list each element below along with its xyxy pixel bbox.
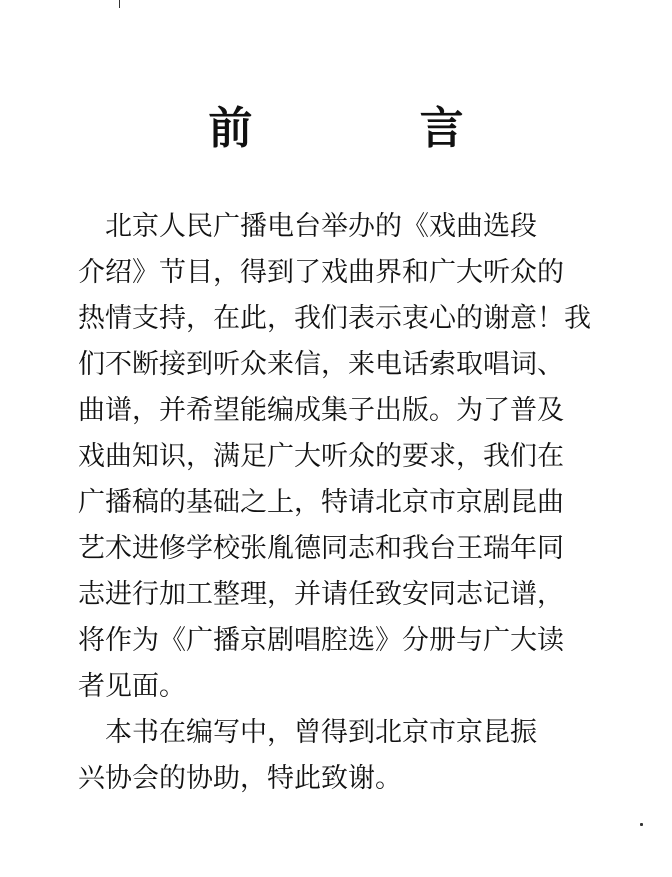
text-line: 者见面。 xyxy=(78,671,186,702)
text-line: 北京人民广播电台举办的《戏曲选段 xyxy=(105,211,537,242)
text-line: 介绍》节目，得到了戏曲界和广大听众的 xyxy=(78,257,564,288)
text-line: 将作为《广播京剧唱腔选》分册与广大读 xyxy=(78,625,564,656)
scan-mark xyxy=(119,0,120,8)
text-line: 兴协会的协助，特此致谢。 xyxy=(78,763,402,794)
text-line: 曲谱，并希望能编成集子出版。为了普及 xyxy=(78,395,564,426)
text-line: 志进行加工整理，并请任致安同志记谱， xyxy=(78,579,564,610)
text-line: 本书在编写中，曾得到北京市京昆振 xyxy=(105,717,537,748)
scan-mark xyxy=(640,823,643,826)
text-line: 热情支持，在此，我们表示衷心的谢意！我 xyxy=(78,303,591,334)
page-title: 前 言 xyxy=(208,103,540,154)
paragraph-2 xyxy=(78,710,598,802)
preface-body xyxy=(78,204,598,802)
paragraph-1 xyxy=(78,204,598,710)
text-line: 们不断接到听众来信，来电话索取唱词、 xyxy=(78,349,564,380)
text-line: 广播稿的基础之上，特请北京市京剧昆曲 xyxy=(78,487,564,518)
text-line: 戏曲知识，满足广大听众的要求，我们在 xyxy=(78,441,564,472)
text-line: 艺术进修学校张胤德同志和我台王瑞年同 xyxy=(78,533,564,564)
